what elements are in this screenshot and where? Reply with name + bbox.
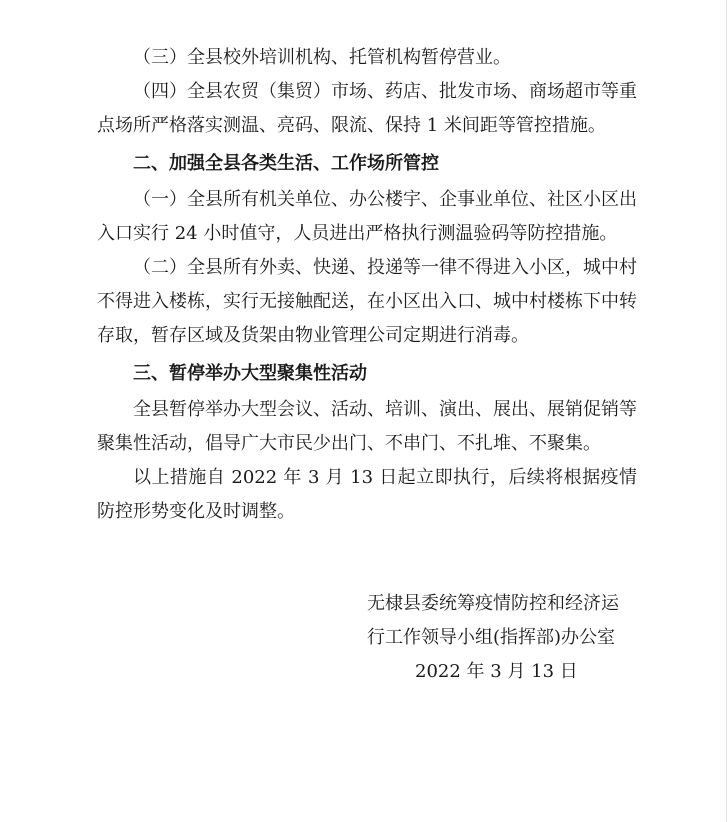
paragraph-delivery-rules: （二）全县所有外卖、快递、投递等一律不得进入小区，城中村不得进入楼栋，实行无接触配送，在小区出入口、城中村楼栋下中转存取，暂存区域及货架由物业管理公司定期进行消毒。 <box>97 257 637 346</box>
document-body <box>97 41 637 689</box>
paragraph-entrance-duty: （一）全县所有机关单位、办公楼宇、企事业单位、社区小区出入口实行 24 小时值守，人员进出严格执行测温验码等防控措施。 <box>97 189 637 244</box>
signature-org-line1: 无棣县委统筹疫情防控和经济运 <box>367 593 619 614</box>
signature-block <box>97 587 637 689</box>
heading-section-three: 三、暂停举办大型聚集性活动 <box>133 363 367 384</box>
paragraph-events-suspended: 全县暂停举办大型会议、活动、培训、演出、展出、展销促销等聚集性活动，倡导广大市民少出门、不串门、不扎堆、不聚集。 <box>97 399 637 454</box>
paragraph-school-closure: （三）全县校外培训机构、托管机构暂停营业。 <box>133 47 511 68</box>
paragraph-effective-date: 以上措施自 2022 年 3 月 13 日起立即执行，后续将根据疫情防控形势变化及时调整。 <box>97 467 637 522</box>
heading-section-two: 二、加强全县各类生活、工作场所管控 <box>133 153 439 174</box>
signature-org-line2: 行工作领导小组(指挥部)办公室 <box>367 627 616 648</box>
signature-date: 2022 年 3 月 13 日 <box>415 661 578 682</box>
paragraph-market-measures: （四）全县农贸（集贸）市场、药店、批发市场、商场超市等重点场所严格落实测温、亮码、限流、保持 1 米间距等管控措施。 <box>97 81 637 136</box>
